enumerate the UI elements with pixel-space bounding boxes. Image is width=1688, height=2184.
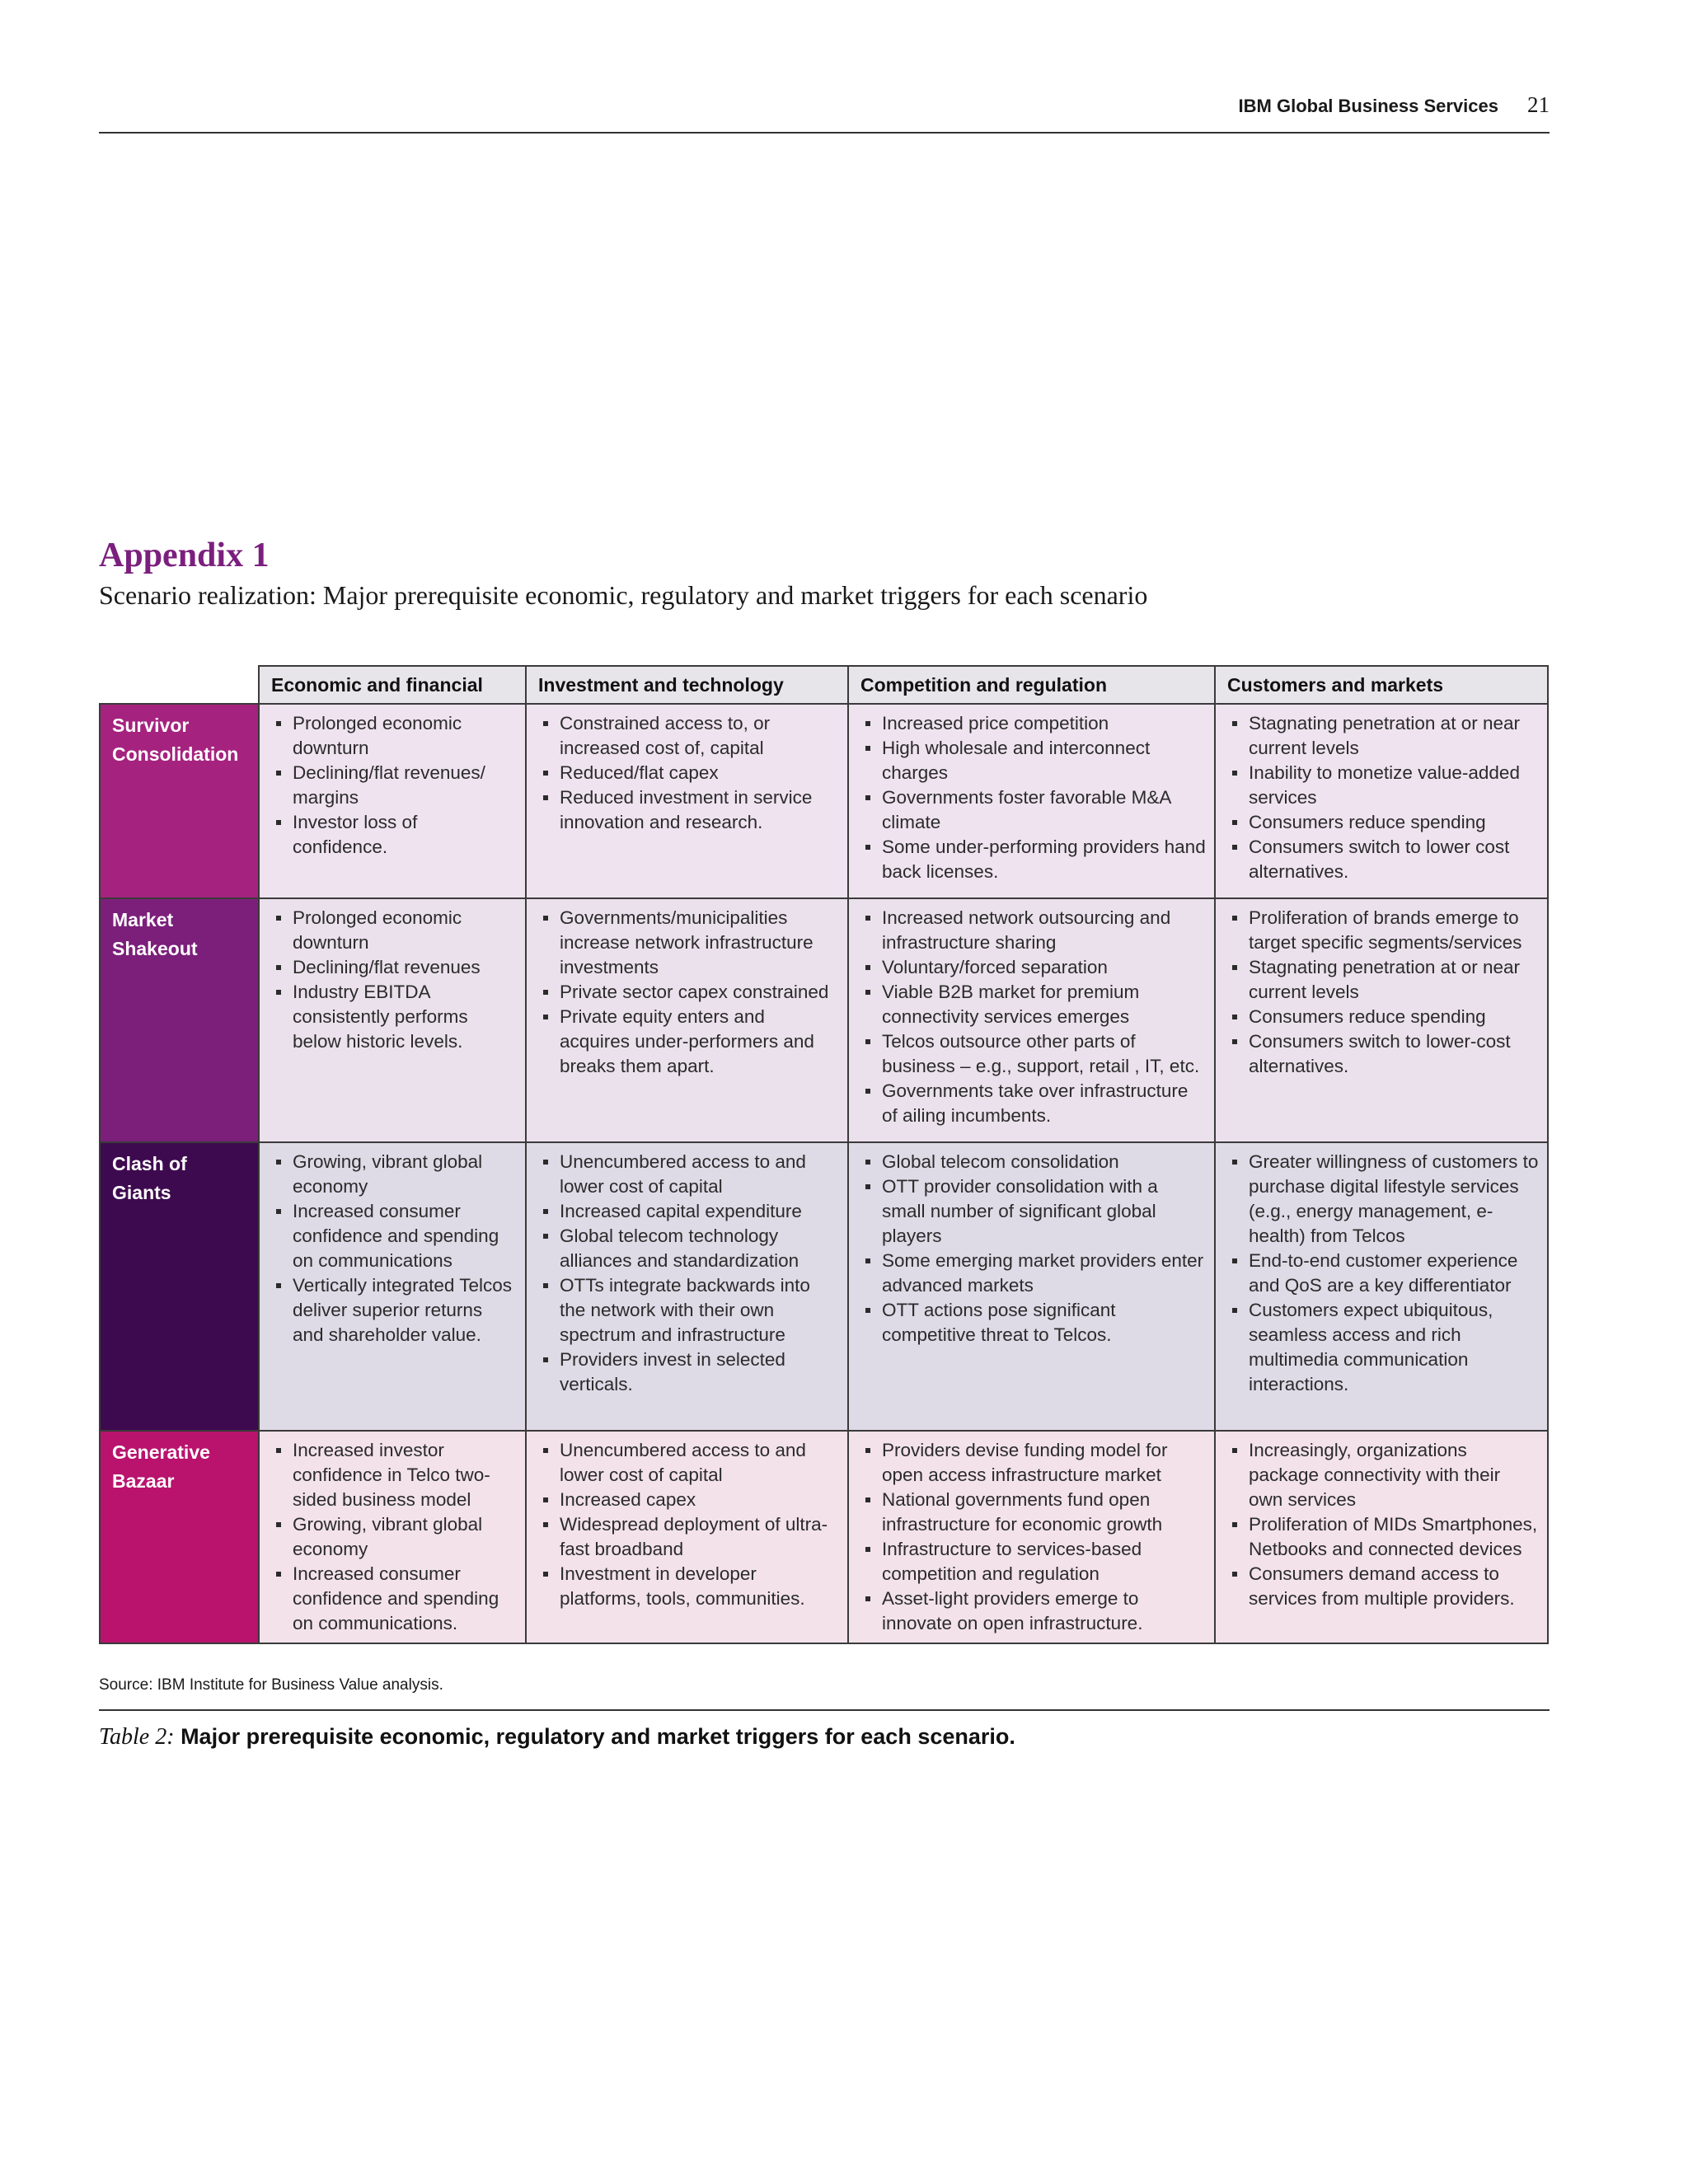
bullet-item: Prolonged economic downturn bbox=[274, 906, 517, 955]
caption-label: Table 2: bbox=[99, 1724, 175, 1750]
bullet-list bbox=[542, 1438, 839, 1611]
table-cell bbox=[848, 1142, 1215, 1431]
bullet-item: Prolonged economic downturn bbox=[274, 711, 517, 761]
bullet-list bbox=[864, 711, 1206, 884]
bullet-item: Growing, vibrant global economy bbox=[274, 1150, 517, 1199]
bullet-item: Widespread deployment of ultra-fast broadband bbox=[542, 1512, 839, 1562]
bullet-item: Investor loss of confidence. bbox=[274, 810, 517, 860]
bullet-list bbox=[274, 1150, 517, 1347]
bullet-item: Increased consumer confidence and spending on communications. bbox=[274, 1562, 517, 1636]
bullet-item: High wholesale and interconnect charges bbox=[864, 736, 1206, 785]
bullet-item: Increased investor confidence in Telco two-sided business model bbox=[274, 1438, 517, 1512]
table-row bbox=[100, 1142, 1548, 1431]
bullet-item: Private sector capex constrained bbox=[542, 980, 839, 1005]
table-cell bbox=[1215, 704, 1548, 898]
page-number: 21 bbox=[1527, 92, 1550, 117]
bullet-list bbox=[1231, 1438, 1539, 1611]
bullet-item: Governments take over infrastructure of ailing incumbents. bbox=[864, 1079, 1206, 1128]
scenario-label: Generative Bazaar bbox=[100, 1431, 259, 1643]
appendix-title: Appendix 1 bbox=[99, 537, 270, 574]
bullet-item: Consumers reduce spending bbox=[1231, 1005, 1539, 1029]
appendix-subtitle: Scenario realization: Major prerequisite economic, regulatory and market triggers for each scenario bbox=[99, 580, 1148, 610]
bullet-item: Consumers switch to lower-cost alternatives. bbox=[1231, 1029, 1539, 1079]
table-cell bbox=[259, 704, 526, 898]
bullet-item: Infrastructure to services-based competition and regulation bbox=[864, 1537, 1206, 1586]
table-cell bbox=[526, 1431, 848, 1643]
bullet-item: Increased price competition bbox=[864, 711, 1206, 736]
bullet-list bbox=[274, 711, 517, 860]
column-header: Investment and technology bbox=[526, 666, 848, 704]
bullet-item: Consumers switch to lower cost alternatives. bbox=[1231, 835, 1539, 884]
caption-divider bbox=[99, 1709, 1550, 1711]
table-cell bbox=[259, 1142, 526, 1431]
bullet-list bbox=[1231, 1150, 1539, 1397]
bullet-item: Proliferation of brands emerge to target specific segments/services bbox=[1231, 906, 1539, 955]
bullet-list bbox=[864, 1438, 1206, 1636]
bullet-list bbox=[1231, 906, 1539, 1079]
bullet-item: Voluntary/forced separation bbox=[864, 955, 1206, 980]
bullet-list bbox=[542, 711, 839, 835]
table-corner bbox=[100, 666, 259, 704]
column-header: Competition and regulation bbox=[848, 666, 1215, 704]
table-cell bbox=[1215, 1142, 1548, 1431]
table-cell bbox=[1215, 898, 1548, 1142]
bullet-item: Private equity enters and acquires under-performers and breaks them apart. bbox=[542, 1005, 839, 1079]
bullet-item: Constrained access to, or increased cost of, capital bbox=[542, 711, 839, 761]
bullet-item: Governments/municipalities increase network infrastructure investments bbox=[542, 906, 839, 980]
table-row bbox=[100, 1431, 1548, 1643]
bullet-item: Reduced/flat capex bbox=[542, 761, 839, 785]
scenario-label: Market Shakeout bbox=[100, 898, 259, 1142]
bullet-item: Telcos outsource other parts of business – e.g., support, retail , IT, etc. bbox=[864, 1029, 1206, 1079]
bullet-item: Increasingly, organizations package connectivity with their own services bbox=[1231, 1438, 1539, 1512]
bullet-list bbox=[864, 1150, 1206, 1347]
page-header bbox=[99, 92, 1550, 134]
bullet-item: Increased capital expenditure bbox=[542, 1199, 839, 1224]
bullet-item: National governments fund open infrastructure for economic growth bbox=[864, 1488, 1206, 1537]
bullet-item: Some emerging market providers enter advanced markets bbox=[864, 1249, 1206, 1298]
bullet-item: Declining/flat revenues bbox=[274, 955, 517, 980]
table-cell bbox=[259, 898, 526, 1142]
bullet-item: Proliferation of MIDs Smartphones, Netbooks and connected devices bbox=[1231, 1512, 1539, 1562]
bullet-item: End-to-end customer experience and QoS are a key differentiator bbox=[1231, 1249, 1539, 1298]
bullet-item: Global telecom technology alliances and standardization bbox=[542, 1224, 839, 1273]
bullet-item: Viable B2B market for premium connectivity services emerges bbox=[864, 980, 1206, 1029]
scenario-triggers-table bbox=[99, 665, 1549, 1644]
bullet-item: Unencumbered access to and lower cost of capital bbox=[542, 1150, 839, 1199]
table-header-row bbox=[100, 666, 1548, 704]
table-cell bbox=[526, 704, 848, 898]
table-cell bbox=[526, 898, 848, 1142]
bullet-item: Consumers reduce spending bbox=[1231, 810, 1539, 835]
bullet-item: Asset-light providers emerge to innovate on open infrastructure. bbox=[864, 1586, 1206, 1636]
bullet-item: Increased network outsourcing and infrastructure sharing bbox=[864, 906, 1206, 955]
bullet-list bbox=[274, 1438, 517, 1636]
bullet-list bbox=[542, 1150, 839, 1397]
table-row bbox=[100, 704, 1548, 898]
bullet-item: Reduced investment in service innovation and research. bbox=[542, 785, 839, 835]
table-cell bbox=[848, 898, 1215, 1142]
bullet-item: Global telecom consolidation bbox=[864, 1150, 1206, 1174]
column-header: Customers and markets bbox=[1215, 666, 1548, 704]
table-cell bbox=[848, 704, 1215, 898]
bullet-item: Inability to monetize value-added services bbox=[1231, 761, 1539, 810]
bullet-item: Increased consumer confidence and spending on communications bbox=[274, 1199, 517, 1273]
bullet-item: Some under-performing providers hand back licenses. bbox=[864, 835, 1206, 884]
bullet-item: Customers expect ubiquitous, seamless access and rich multimedia communication interactions. bbox=[1231, 1298, 1539, 1397]
bullet-list bbox=[542, 906, 839, 1079]
bullet-item: Greater willingness of customers to purchase digital lifestyle services (e.g., energy management, e-health) from Telcos bbox=[1231, 1150, 1539, 1249]
bullet-item: Consumers demand access to services from multiple providers. bbox=[1231, 1562, 1539, 1611]
table-caption bbox=[99, 1724, 1015, 1750]
bullet-item: OTT actions pose significant competitive threat to Telcos. bbox=[864, 1298, 1206, 1347]
bullet-item: OTTs integrate backwards into the network with their own spectrum and infrastructure bbox=[542, 1273, 839, 1347]
table-cell bbox=[848, 1431, 1215, 1643]
bullet-list bbox=[1231, 711, 1539, 884]
bullet-item: OTT provider consolidation with a small number of significant global players bbox=[864, 1174, 1206, 1249]
table-cell bbox=[259, 1431, 526, 1643]
bullet-item: Increased capex bbox=[542, 1488, 839, 1512]
caption-text: Major prerequisite economic, regulatory and market triggers for each scenario. bbox=[181, 1724, 1015, 1749]
scenario-label: Clash of Giants bbox=[100, 1142, 259, 1431]
bullet-item: Providers devise funding model for open access infrastructure market bbox=[864, 1438, 1206, 1488]
bullet-item: Industry EBITDA consistently performs below historic levels. bbox=[274, 980, 517, 1054]
scenario-label: Survivor Consolidation bbox=[100, 704, 259, 898]
bullet-item: Governments foster favorable M&A climate bbox=[864, 785, 1206, 835]
table-row bbox=[100, 898, 1548, 1142]
column-header: Economic and financial bbox=[259, 666, 526, 704]
table-cell bbox=[1215, 1431, 1548, 1643]
bullet-item: Providers invest in selected verticals. bbox=[542, 1347, 839, 1397]
source-note: Source: IBM Institute for Business Value analysis. bbox=[99, 1676, 443, 1694]
bullet-list bbox=[274, 906, 517, 1054]
bullet-item: Declining/flat revenues/ margins bbox=[274, 761, 517, 810]
bullet-item: Stagnating penetration at or near current levels bbox=[1231, 711, 1539, 761]
bullet-item: Stagnating penetration at or near current levels bbox=[1231, 955, 1539, 1005]
bullet-item: Growing, vibrant global economy bbox=[274, 1512, 517, 1562]
bullet-list bbox=[864, 906, 1206, 1128]
bullet-item: Vertically integrated Telcos deliver superior returns and shareholder value. bbox=[274, 1273, 517, 1347]
table-cell bbox=[526, 1142, 848, 1431]
bullet-item: Unencumbered access to and lower cost of capital bbox=[542, 1438, 839, 1488]
company-name: IBM Global Business Services bbox=[1238, 96, 1498, 116]
bullet-item: Investment in developer platforms, tools, communities. bbox=[542, 1562, 839, 1611]
